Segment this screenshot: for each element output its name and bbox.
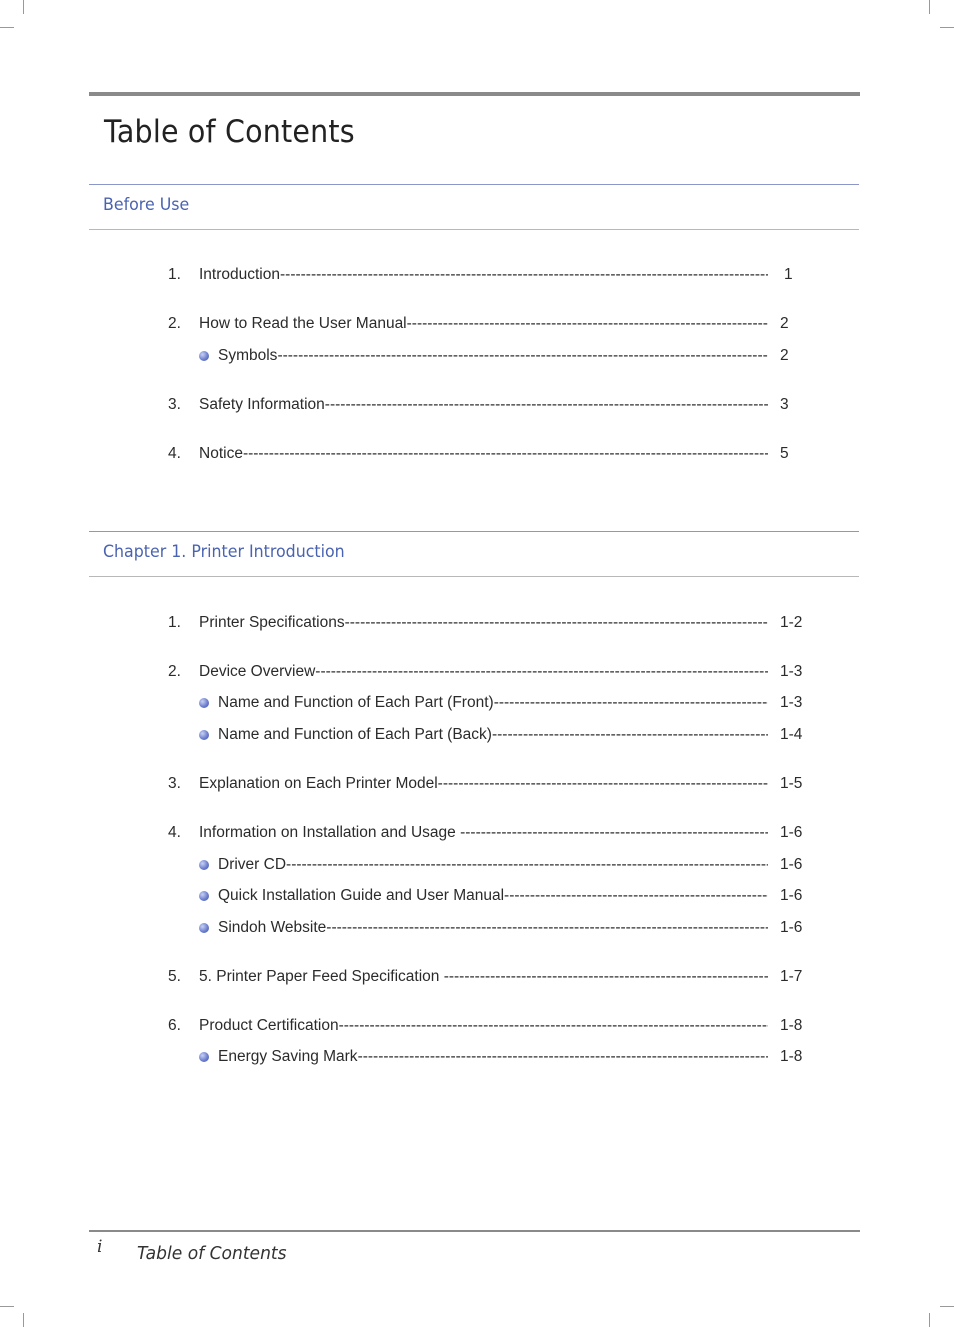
entry-page: 2 [780, 347, 789, 364]
crop-mark [23, 1313, 24, 1327]
entry-title: Safety Information ----- [199, 395, 768, 415]
entry-page: 5 [780, 445, 789, 462]
crop-mark [0, 1306, 14, 1307]
page-title: Table of Contents [104, 114, 355, 150]
entry-number: 5. [168, 968, 181, 985]
section-heading: Chapter 1. Printer Introduction [103, 542, 345, 562]
toc-entry[interactable] [168, 662, 808, 682]
entry-number: 4. [168, 445, 181, 462]
toc-entry[interactable] [168, 395, 808, 415]
bullet-icon [199, 698, 209, 708]
entry-page: 2 [780, 315, 789, 332]
entry-number: 2. [168, 663, 181, 680]
top-rule [89, 92, 860, 96]
entry-page: 1-8 [780, 1017, 803, 1034]
entry-number: 1. [168, 614, 181, 631]
entry-page: 1-2 [780, 614, 803, 631]
entry-number: 1. [168, 266, 181, 283]
crop-mark [929, 0, 930, 14]
bullet-icon [199, 351, 209, 361]
entry-page: 1-6 [780, 919, 803, 936]
entry-title: Energy Saving Mark ----- [218, 1047, 768, 1067]
section-header-chapter-1 [89, 531, 859, 577]
section-heading: Before Use [103, 195, 190, 215]
entry-title: Quick Installation Guide and User Manual ----- [218, 886, 768, 906]
toc-subentry[interactable] [168, 693, 808, 713]
entry-page: 1 [784, 266, 793, 283]
entry-title: Name and Function of Each Part (Front) ----- [218, 693, 768, 713]
bullet-icon [199, 860, 209, 870]
entry-title: 5. Printer Paper Feed Specification ----- [199, 967, 768, 987]
toc-subentry[interactable] [168, 886, 808, 906]
entry-page: 1-6 [780, 824, 803, 841]
bullet-icon [199, 891, 209, 901]
toc-entry[interactable] [168, 1016, 808, 1036]
bullet-icon [199, 923, 209, 933]
entry-number: 6. [168, 1017, 181, 1034]
toc-entry[interactable] [168, 444, 808, 464]
entry-page: 1-6 [780, 856, 803, 873]
toc-subentry[interactable] [168, 918, 808, 938]
entry-number: 2. [168, 315, 181, 332]
entry-page: 1-7 [780, 968, 803, 985]
bullet-icon [199, 1052, 209, 1062]
entry-page: 1-4 [780, 726, 803, 743]
crop-mark [940, 27, 954, 28]
toc-subentry[interactable] [168, 346, 808, 366]
entry-title: Product Certification ----- [199, 1016, 768, 1036]
entry-page: 3 [780, 396, 789, 413]
footer-rule [89, 1230, 860, 1232]
toc-entry[interactable] [168, 967, 808, 987]
crop-mark [23, 0, 24, 14]
entry-title: Introduction ----- [199, 265, 768, 285]
entry-page: 1-6 [780, 887, 803, 904]
crop-mark [929, 1313, 930, 1327]
toc-subentry[interactable] [168, 1047, 808, 1067]
entry-title: Notice ----- [199, 444, 768, 464]
toc-entry[interactable] [168, 823, 808, 843]
toc-entry[interactable] [168, 613, 808, 633]
toc-entry[interactable] [168, 774, 808, 794]
footer-title: Table of Contents [137, 1243, 287, 1264]
entry-title: Driver CD ----- [218, 855, 768, 875]
footer-page-number: i [97, 1237, 103, 1257]
entry-number: 4. [168, 824, 181, 841]
entry-page: 1-3 [780, 694, 803, 711]
entry-page: 1-5 [780, 775, 803, 792]
entry-title: How to Read the User Manual ----- [199, 314, 768, 334]
toc-subentry[interactable] [168, 725, 808, 745]
entry-title: Sindoh Website ----- [218, 918, 768, 938]
toc-entry[interactable] [168, 314, 808, 334]
toc-entry[interactable] [168, 265, 808, 285]
crop-mark [940, 1306, 954, 1307]
entry-title: Printer Specifications ----- [199, 613, 768, 633]
crop-mark [0, 27, 14, 28]
section-header-before-use [89, 184, 859, 230]
entry-title: Information on Installation and Usage ----- [199, 823, 768, 843]
entry-page: 1-3 [780, 663, 803, 680]
entry-page: 1-8 [780, 1048, 803, 1065]
entry-title: Explanation on Each Printer Model ----- [199, 774, 768, 794]
bullet-icon [199, 730, 209, 740]
entry-title: Name and Function of Each Part (Back) ----- [218, 725, 768, 745]
entry-title: Device Overview ----- [199, 662, 768, 682]
entry-number: 3. [168, 396, 181, 413]
toc-subentry[interactable] [168, 855, 808, 875]
entry-title: Symbols ----- [218, 346, 768, 366]
entry-number: 3. [168, 775, 181, 792]
